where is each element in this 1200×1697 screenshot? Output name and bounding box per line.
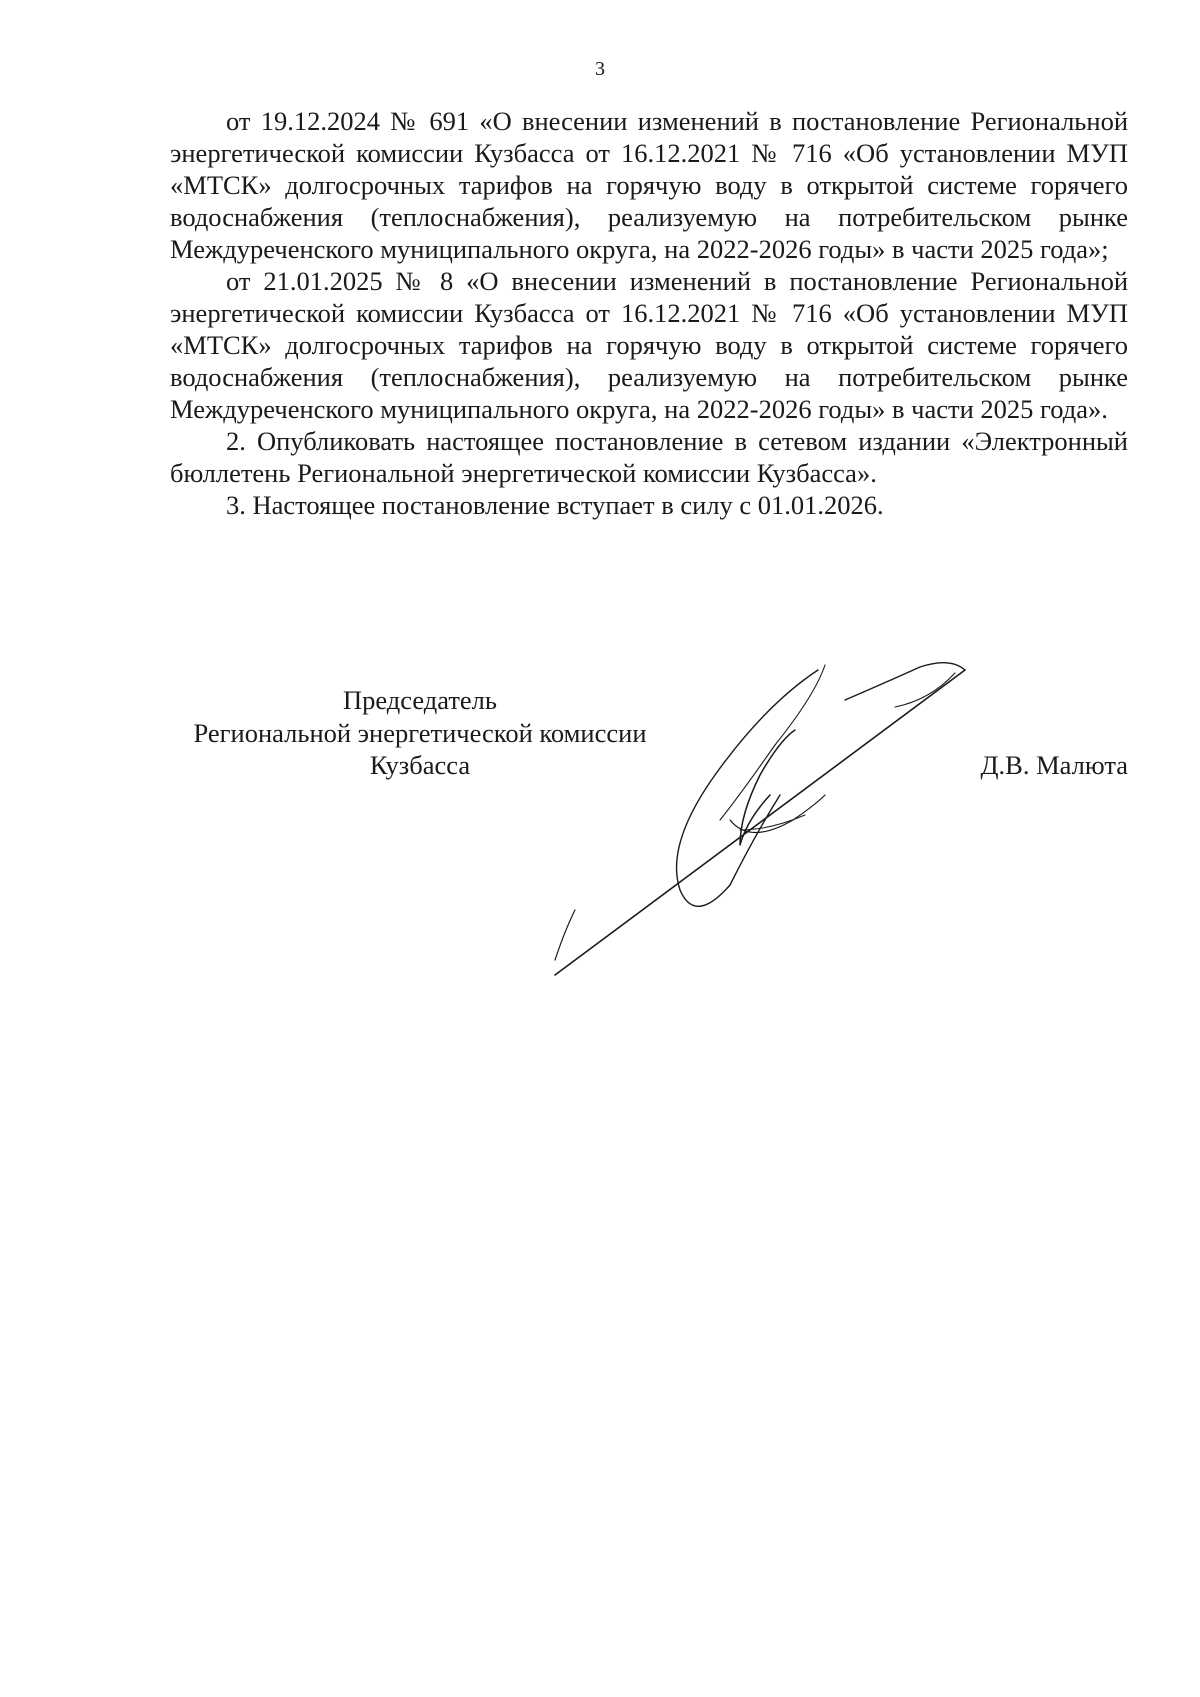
paragraph-publish: 2. Опубликовать настоящее постановление в сетевом издании «Электронный бюллетень Региональной энергетической комиссии Кузбасса». <box>170 426 1128 488</box>
document-body <box>170 105 1128 521</box>
signer-name: Д.В. Малюта <box>980 750 1128 780</box>
signer-title-line-2: Региональной энергетической комиссии <box>193 717 647 748</box>
signer-title-line-3: Кузбасса <box>369 750 471 780</box>
signer-title-line-1: Председатель <box>343 685 497 715</box>
paragraph-amendment-691: от 19.12.2024 № 691 «О внесении изменений в постановление Региональной энергетической комиссии Кузбасса от 16.12.2021 № 716 «Об установлении МУП «МТСК» долгосрочных тарифов на горячую воду в открытой системе горячего водоснабжения (теплоснабжения), реализуемую на потребительском рынке Междуреченского муниципального округа, на 2022-2026 годы» в части 2025 года»; <box>170 106 1128 264</box>
paragraph-effective-date: 3. Настоящее постановление вступает в силу с 01.01.2026. <box>226 490 884 520</box>
paragraph-amendment-8: от 21.01.2025 № 8 «О внесении изменений в постановление Региональной энергетической комиссии Кузбасса от 16.12.2021 № 716 «Об установлении МУП «МТСК» долгосрочных тарифов на горячую воду в открытой системе горячего водоснабжения (теплоснабжения), реализуемую на потребительском рынке Междуреченского муниципального округа, на 2022-2026 годы» в части 2025 года». <box>170 266 1128 424</box>
page-number: 3 <box>595 58 605 80</box>
handwritten-signature-icon <box>525 645 985 985</box>
